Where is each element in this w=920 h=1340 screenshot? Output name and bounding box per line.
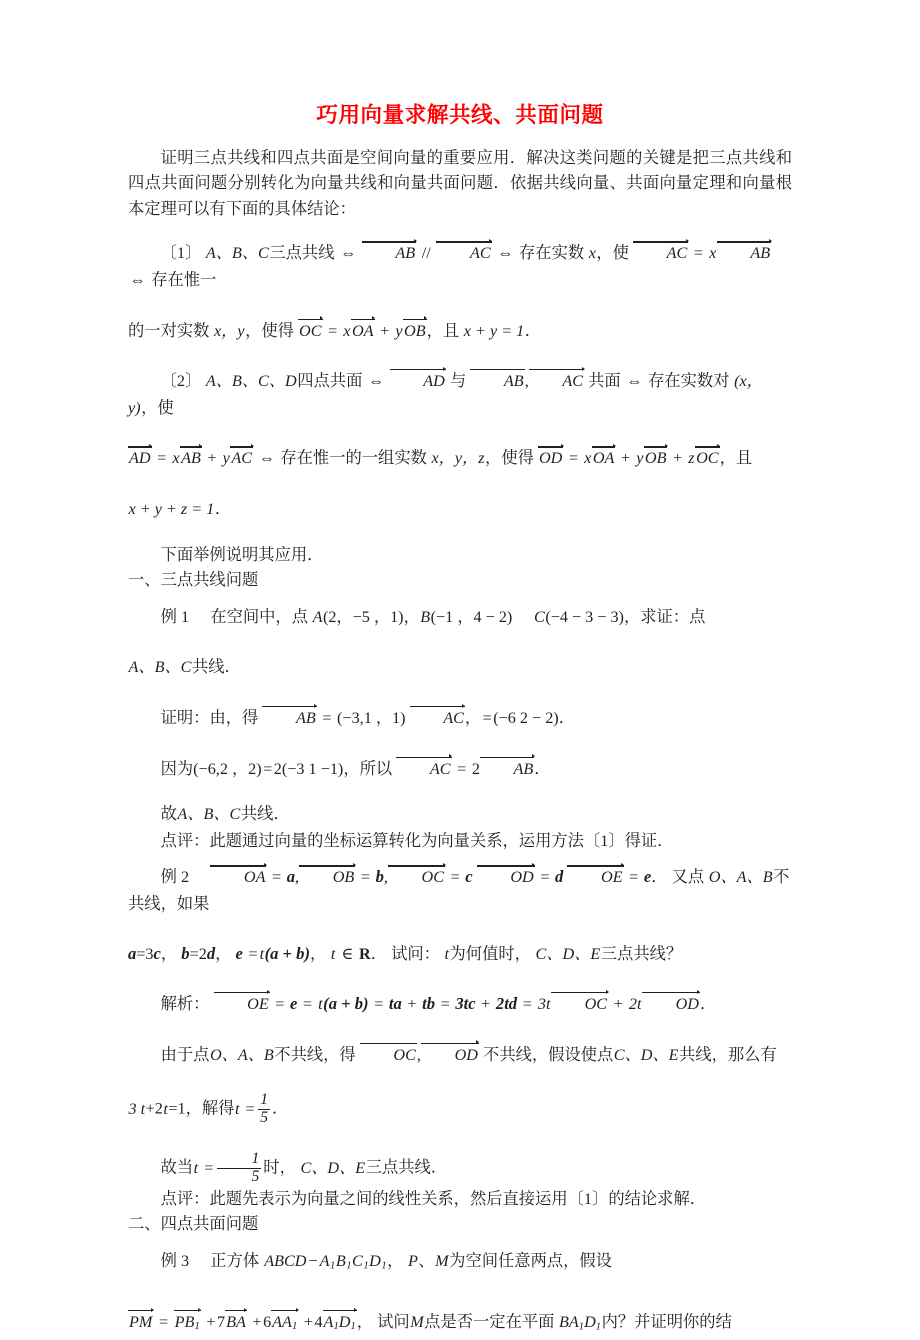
- transition-line: 下面举例说明其应用．: [160, 544, 324, 564]
- question-text: 三点共线？: [600, 943, 683, 963]
- points-abc: A、B、C: [177, 805, 241, 824]
- coefficient-4: 4: [314, 1312, 323, 1331]
- example-3-label: 例 3: [160, 1250, 190, 1270]
- conclusion-2-line-1: 〔2〕 A、B、C、D四点共面 ⇔ AD 与 AB, AC 共面 ⇔ 存在实数对 (x，y)，使: [128, 371, 763, 417]
- collinear-conclusion: 三点共线．: [365, 1157, 448, 1177]
- example-1-label: 例 1: [160, 606, 190, 626]
- coefficient-y: y: [636, 449, 644, 468]
- fraction-one-fifth: [256, 1092, 272, 1127]
- fraction-numerator: 1: [260, 1091, 268, 1109]
- point-c: C: [534, 607, 545, 626]
- solve-text: ，解得: [185, 1099, 235, 1119]
- vector-ac: AC: [436, 245, 491, 261]
- since-mid: 不共线，得: [274, 1044, 356, 1064]
- equals-sign: =: [522, 995, 532, 1014]
- equals-sign: =: [568, 449, 579, 468]
- parameter-t: t: [259, 944, 265, 963]
- equals-sign: =: [204, 1158, 214, 1177]
- parameter-t: t: [330, 944, 336, 963]
- vector-letter-d: d: [206, 943, 216, 963]
- condition-sum-one: x + y + z = 1: [128, 499, 215, 518]
- fraction-denominator: 5: [217, 1168, 261, 1186]
- since-end: 共线，那么有: [679, 1044, 777, 1064]
- vector-ab-components: (−3,1 ，1): [337, 708, 406, 727]
- conclusion-2-marker: 〔2〕: [160, 371, 202, 391]
- comma-artifact: ，: [464, 708, 482, 727]
- because-text: 因为: [160, 758, 194, 778]
- right-components: (−3 1 −1): [281, 759, 344, 778]
- point-m: M: [410, 1312, 424, 1331]
- points-oab: O、A、B: [209, 1045, 274, 1064]
- vector-oa: OA: [592, 449, 615, 468]
- variable-x: x: [709, 244, 717, 263]
- coefficient-2t: 2t: [628, 995, 642, 1014]
- equals-sign: =: [440, 995, 450, 1014]
- example-1-statement: [128, 604, 792, 631]
- exists-unique-triple-text: 存在惟一的一组实数: [280, 448, 427, 468]
- equals-sign: =: [482, 708, 492, 727]
- example-2-comment: 点评：此题先表示为向量之间的线性关系，然后直接运用〔1〕的结论求解．: [160, 1188, 707, 1208]
- equals-sign: =: [157, 449, 167, 468]
- left-components: (−6,2 ，2): [193, 759, 262, 778]
- vector-letter-d: d: [555, 867, 564, 887]
- point-a: A: [312, 607, 323, 626]
- vector-letter-a: a: [286, 867, 296, 887]
- comma-separator: ，: [387, 1250, 404, 1270]
- any-two-points-text: 为空间任意两点，假设: [449, 1250, 612, 1270]
- equals-three: =3: [136, 944, 154, 963]
- vector-oe: OE: [214, 996, 270, 1012]
- dun-separator: 、: [418, 1250, 435, 1270]
- vector-oe: OE: [567, 869, 623, 885]
- vector-ab: AB: [181, 449, 201, 468]
- vector-oa: OA: [351, 321, 374, 340]
- variables-xyz: x，y，z: [431, 449, 485, 468]
- iff-icon: ⇔: [497, 244, 514, 263]
- period: ．: [214, 498, 232, 518]
- coefficient-y: y: [222, 449, 230, 468]
- collinear-text: 共线．: [240, 804, 290, 824]
- comma-separator: ，: [309, 943, 327, 963]
- fraction-numerator: 1: [251, 1149, 260, 1167]
- vector-letter-e: e: [643, 867, 652, 887]
- point-p: P: [407, 1251, 418, 1270]
- vector-ab: AB: [470, 373, 524, 389]
- period: ．: [558, 707, 575, 727]
- iff-icon: ⇔: [129, 271, 146, 290]
- vector-a1d1: $A_1D_1$: [323, 1312, 356, 1332]
- coefficient-6: 6: [263, 1312, 272, 1331]
- when-text: 为何值时，: [449, 943, 531, 963]
- equals-sign: =: [263, 759, 273, 778]
- vector-ob: OB: [644, 449, 667, 468]
- point-m: M: [435, 1251, 449, 1270]
- vector-oa: OA: [210, 869, 266, 885]
- example-1-statement-suffix: ，求证：点: [623, 606, 706, 626]
- equals-sign: =: [245, 1100, 255, 1119]
- coefficient-z: z: [688, 449, 695, 468]
- scalar-two: 2: [273, 759, 282, 778]
- iff-icon: ⇔: [367, 372, 385, 391]
- and-text: ，且: [426, 320, 460, 340]
- make-text: ，使: [596, 243, 629, 263]
- vector-letter-e: e: [290, 994, 298, 1014]
- vector-ac: AC: [633, 245, 688, 261]
- page-title: 巧用向量求解共线、共面问题: [316, 103, 604, 127]
- iff-icon: ⇔: [258, 449, 275, 468]
- vector-oc: OC: [551, 996, 608, 1012]
- coplanar-text: 四点共面: [297, 371, 363, 391]
- vector-ab: AB: [262, 710, 316, 726]
- coplanar-text: 共面: [588, 371, 621, 391]
- term-tb: tb: [422, 994, 436, 1014]
- not-collinear-text: 不共线，如果: [128, 867, 790, 913]
- period: ．: [651, 867, 668, 887]
- plus-sign: +: [407, 995, 417, 1014]
- conclusion-1-line-2: [128, 318, 792, 345]
- period: ．: [370, 943, 387, 963]
- example-2-since-line: 由于点O、A、B不共线，得 OC, OD 不共线，假设使点C、D、E共线，那么有: [160, 1044, 777, 1064]
- vector-ad: AD: [390, 373, 446, 389]
- ask-text: 试问：: [391, 943, 440, 963]
- plus-sign: +: [206, 1312, 216, 1331]
- intro-paragraph: 证明三点共线和四点共面是空间向量的重要应用．解决这类问题的关键是把三点共线和四点共面问题分别转化为向量共线和向量共面问题．依据共线向量、共面向量定理和向量根本定理可以有下面的具体结论：: [128, 147, 792, 218]
- conclusion-1-collinear-text: 三点共线: [269, 243, 335, 263]
- vector-letter-b: b: [181, 943, 190, 963]
- pair-reals-prefix: 的一对实数: [128, 320, 210, 340]
- plus-two: +2: [145, 1100, 163, 1119]
- vector-pm: PM: [129, 1312, 153, 1331]
- example-1-proof-line: [128, 705, 792, 732]
- example-1-comment: 点评：此题通过向量的坐标运算转化为向量关系，运用方法〔1〕得证．: [160, 830, 674, 850]
- when-text: 时，: [263, 1157, 296, 1177]
- sum-a-plus-b: (a + b): [323, 994, 369, 1014]
- vector-letter-b: b: [375, 867, 384, 887]
- term-2td: 2td: [495, 994, 518, 1014]
- coefficient-x: x: [343, 321, 351, 340]
- cube-name: ABCD − $A_1B_1C_1D_1$: [264, 1251, 387, 1272]
- vector-oc: OC: [388, 869, 445, 885]
- therefore-when-prefix: 故当: [160, 1157, 194, 1177]
- comma-separator: ，: [160, 943, 178, 963]
- therefore-text: ，所以: [343, 758, 393, 778]
- vector-ab: AB: [480, 761, 534, 777]
- and-text: ，且: [719, 448, 753, 468]
- points-oab: O、A、B: [708, 868, 773, 887]
- vector-letter-a: a: [128, 943, 137, 963]
- conclusion-2-line-3: [128, 496, 792, 523]
- period: ．: [699, 994, 717, 1014]
- plus-sign: +: [621, 449, 631, 468]
- vector-ac-components: (−6 2 − 2): [493, 708, 559, 727]
- vector-od: OD: [538, 449, 563, 468]
- equals-sign: =: [693, 244, 704, 263]
- fraction-one-fifth: [215, 1151, 263, 1186]
- coefficient-x: x: [584, 449, 592, 468]
- example-2-statement: [128, 864, 792, 916]
- points-cde: C、D、E: [535, 944, 601, 963]
- comma-separator: ,: [383, 868, 388, 887]
- plus-sign: +: [613, 995, 623, 1014]
- equals-sign: =: [328, 321, 338, 340]
- vector-letter-e: e: [235, 943, 243, 963]
- parameter-t: t: [444, 944, 450, 963]
- parameter-t: t: [234, 1100, 240, 1119]
- example-1-statement-line2: [128, 654, 792, 681]
- point-b: B: [420, 607, 431, 626]
- equals-sign: =: [158, 1312, 169, 1331]
- vector-oc: OC: [360, 1047, 417, 1063]
- equals-sign: =: [629, 868, 639, 887]
- page-content: [128, 0, 792, 1340]
- equals-sign: =: [248, 944, 258, 963]
- variable-x: x: [588, 244, 596, 263]
- example-2-solution: [128, 991, 792, 1018]
- proof-label: 证明：由，得: [160, 707, 259, 727]
- term-ta: ta: [388, 994, 402, 1014]
- example-3-equation: [128, 1309, 792, 1340]
- vector-od: OD: [642, 996, 700, 1012]
- equals-sign: =: [275, 995, 285, 1014]
- parameter-t: t: [318, 995, 323, 1014]
- since-suffix: 不共线，假设使点: [483, 1044, 614, 1064]
- plus-sign: +: [481, 995, 491, 1014]
- question-suffix: 内？并证明你的结: [601, 1311, 732, 1331]
- period: ．: [534, 758, 551, 778]
- coordinates-c: (−4 − 3 − 3): [545, 607, 624, 626]
- equals-sign: =: [450, 868, 460, 887]
- real-numbers-set: R: [359, 944, 371, 963]
- vector-letter-c: c: [465, 867, 473, 887]
- plus-sign: +: [252, 1312, 262, 1331]
- equals-sign: =: [457, 759, 467, 778]
- points-cde: C、D、E: [613, 1045, 679, 1064]
- conclusion-2-points: A、B、C、D: [205, 372, 297, 391]
- vector-ad: AD: [129, 449, 151, 468]
- vector-pb1: $PB_1$: [174, 1312, 200, 1332]
- vector-ob: OB: [299, 869, 355, 885]
- scalar-two: 2: [471, 759, 480, 778]
- exists-pair-text: 存在实数对: [648, 371, 730, 391]
- since-prefix: 由于点: [160, 1044, 210, 1064]
- equals-two: =2: [189, 944, 207, 963]
- sum-a-plus-b: (a + b): [264, 943, 310, 963]
- comma-separator: ,: [295, 868, 300, 887]
- comma-separator: ，: [403, 607, 420, 626]
- element-of-icon: ∈: [341, 944, 354, 963]
- vector-ac: AC: [231, 449, 253, 468]
- points-cde: C、D、E: [300, 1158, 366, 1177]
- make-text: ，使得: [245, 320, 294, 340]
- vector-letter-c: c: [153, 943, 161, 963]
- equals-sign: =: [374, 995, 384, 1014]
- equals-one: =1: [168, 1100, 186, 1119]
- example-3-statement: [128, 1248, 792, 1279]
- coefficient-3t: 3t: [537, 995, 551, 1014]
- condition-sum-one: x + y = 1: [463, 321, 525, 340]
- coefficient-7: 7: [216, 1312, 226, 1331]
- make-text: ，使: [141, 397, 174, 417]
- plus-sign: +: [380, 321, 390, 340]
- exists-real-text: 存在实数: [518, 243, 585, 263]
- equals-sign: =: [272, 868, 282, 887]
- vector-ac: AC: [410, 710, 465, 726]
- points-abc: A、B、C: [128, 658, 192, 677]
- period: ．: [271, 1099, 289, 1119]
- fraction-denominator: 5: [260, 1109, 268, 1127]
- equals-sign: =: [360, 868, 370, 887]
- comma-separator: ，: [215, 943, 232, 963]
- parallel-icon: //: [421, 244, 431, 263]
- therefore-prefix: 故: [160, 804, 177, 824]
- conclusion-1-line-1: [128, 240, 792, 293]
- question-prefix: 试问: [377, 1311, 410, 1331]
- plus-sign: +: [303, 1312, 313, 1331]
- ordered-pair-xy: (x，y): [128, 372, 763, 417]
- plus-sign: +: [673, 449, 683, 468]
- example-2-equation: [128, 1092, 792, 1127]
- question-mid: 点是否一定在平面: [424, 1311, 555, 1331]
- vector-oc: OC: [696, 449, 719, 468]
- iff-icon: ⇔: [340, 244, 357, 263]
- conclusion-1-marker: 〔1〕: [160, 243, 202, 263]
- make-text: ，使得: [485, 448, 534, 468]
- exists-unique-text: 存在惟一: [151, 270, 217, 290]
- coordinates-b: (−1 ，4 − 2): [430, 607, 513, 626]
- example-2-final: [128, 1151, 792, 1186]
- vector-ac: AC: [529, 373, 584, 389]
- plane-ba1d1: $BA_1D_1$: [559, 1312, 602, 1333]
- term-3t: 3 t: [128, 1100, 146, 1119]
- period: ．: [524, 320, 542, 340]
- coordinates-a: (2，−5 ，1): [322, 607, 404, 626]
- plus-sign: +: [207, 449, 217, 468]
- vector-ob: OB: [404, 321, 426, 340]
- vector-ab: AB: [362, 245, 416, 261]
- vector-od: OD: [421, 1047, 479, 1063]
- vector-ac: AC: [396, 761, 451, 777]
- equals-sign: =: [302, 995, 313, 1014]
- vector-aa1: $AA_1$: [272, 1312, 298, 1332]
- variables-xy: x，y: [214, 321, 245, 340]
- example-1-conclusion: [128, 801, 792, 828]
- conclusion-1-points: A、B、C: [205, 244, 269, 263]
- example-1-statement-prefix: 在空间中，点: [210, 606, 308, 626]
- coefficient-y: y: [395, 321, 403, 340]
- vector-od: OD: [477, 869, 535, 885]
- vector-ba: BA: [226, 1312, 246, 1331]
- example-1-reason-line: [128, 756, 792, 783]
- equals-sign: =: [540, 868, 550, 887]
- cube-text: 正方体: [210, 1250, 260, 1270]
- vector-oc: OC: [299, 321, 322, 340]
- example-2-conditions: [128, 941, 792, 968]
- comma-separator: ，: [356, 1311, 374, 1331]
- and-text: 与: [449, 371, 467, 391]
- term-3tc: 3tc: [455, 994, 476, 1014]
- iff-icon: ⇔: [626, 372, 643, 391]
- parameter-t: t: [193, 1158, 199, 1177]
- solution-label: 解析：: [160, 994, 210, 1014]
- equals-sign: =: [322, 708, 332, 727]
- section-1-heading: 一、三点共线问题: [128, 570, 259, 590]
- vector-ab: AB: [717, 245, 771, 261]
- conclusion-2-line-2: [128, 445, 792, 472]
- again-text: 又点: [671, 867, 705, 887]
- section-2-heading: 二、四点共面问题: [128, 1214, 259, 1234]
- coefficient-x: x: [172, 449, 180, 468]
- example-2-label: 例 2: [160, 867, 190, 887]
- parameter-t: t: [163, 1100, 168, 1119]
- collinear-text: 共线．: [191, 657, 241, 677]
